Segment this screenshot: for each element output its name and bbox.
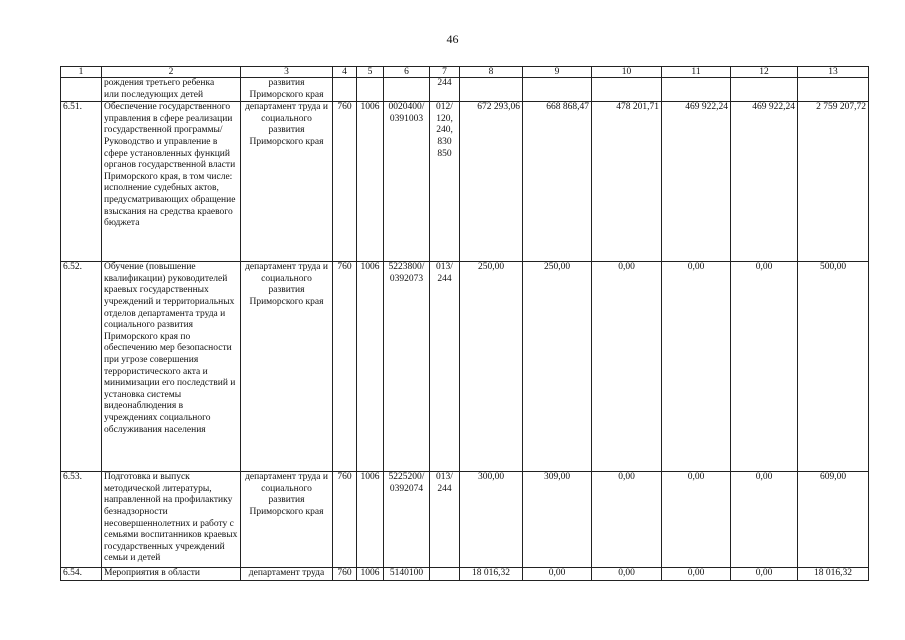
amount-col10: 0,00 bbox=[592, 472, 662, 568]
amount-col8: 300,00 bbox=[460, 472, 523, 568]
target-article: 5140100 bbox=[384, 568, 430, 581]
column-header: 2 bbox=[102, 67, 241, 78]
amount-total: 2 759 207,72 bbox=[798, 102, 869, 262]
amount-col11: 469 922,24 bbox=[662, 102, 731, 262]
page-number: 46 bbox=[446, 32, 459, 46]
column-header: 12 bbox=[731, 67, 798, 78]
ministry-code: 760 bbox=[333, 102, 357, 262]
column-header: 13 bbox=[798, 67, 869, 78]
section-code: 1006 bbox=[357, 102, 384, 262]
target-article: 5225200/ 0392074 bbox=[384, 472, 430, 568]
amount-col12: 469 922,24 bbox=[731, 102, 798, 262]
row-number: 6.52. bbox=[61, 262, 102, 472]
header-row bbox=[61, 67, 869, 78]
amount-col10: 478 201,71 bbox=[592, 102, 662, 262]
department: департамент труда и социального развития Приморского края bbox=[241, 102, 333, 262]
table-row bbox=[61, 472, 869, 568]
table-row bbox=[61, 262, 869, 472]
row-number: 6.53. bbox=[61, 472, 102, 568]
amount-col9: 0,00 bbox=[523, 568, 592, 581]
column-header: 1 bbox=[61, 67, 102, 78]
amount-col9: 668 868,47 bbox=[523, 102, 592, 262]
section-code: 1006 bbox=[357, 472, 384, 568]
expense-type: 244 bbox=[430, 78, 460, 102]
amount-col12: 0,00 bbox=[731, 262, 798, 472]
amount-col9: 309,00 bbox=[523, 472, 592, 568]
amount-col8: 672 293,06 bbox=[460, 102, 523, 262]
amount-total: 609,00 bbox=[798, 472, 869, 568]
column-header: 7 bbox=[430, 67, 460, 78]
column-header: 8 bbox=[460, 67, 523, 78]
amount-col10: 0,00 bbox=[592, 262, 662, 472]
ministry-code: 760 bbox=[333, 472, 357, 568]
amount-col8: 18 016,32 bbox=[460, 568, 523, 581]
table-row bbox=[61, 102, 869, 262]
department: департамент труда и социального развития Приморского края bbox=[241, 262, 333, 472]
measure-name: рождения третьего ребенка или последующих детей bbox=[102, 78, 241, 102]
table-row-carryover bbox=[61, 78, 869, 102]
department: департамент труда bbox=[241, 568, 333, 581]
amount-col9: 250,00 bbox=[523, 262, 592, 472]
column-header: 6 bbox=[384, 67, 430, 78]
amount-col12: 0,00 bbox=[731, 568, 798, 581]
target-article: 5223800/ 0392073 bbox=[384, 262, 430, 472]
expense-type: 013/ 244 bbox=[430, 262, 460, 472]
measure-name: Обучение (повышение квалификации) руководителей краевых государственных учреждений и территориальных отделов департамента труда и социального развития Приморского края по обеспечению мер безопасности при угрозе совершения террористического акта и минимизации его последствий и установка системы видеонаблюдения в учреждениях социального обслуживания населения bbox=[102, 262, 241, 472]
section-code: 1006 bbox=[357, 568, 384, 581]
column-header: 11 bbox=[662, 67, 731, 78]
ministry-code: 760 bbox=[333, 568, 357, 581]
amount-col11: 0,00 bbox=[662, 262, 731, 472]
department: развития Приморского края bbox=[241, 78, 333, 102]
ministry-code: 760 bbox=[333, 262, 357, 472]
row-number: 6.51. bbox=[61, 102, 102, 262]
amount-col12: 0,00 bbox=[731, 472, 798, 568]
amount-total: 500,00 bbox=[798, 262, 869, 472]
expense-type bbox=[430, 568, 460, 581]
amount-col10: 0,00 bbox=[592, 568, 662, 581]
table-row bbox=[61, 568, 869, 581]
amount-col11: 0,00 bbox=[662, 568, 731, 581]
target-article: 0020400/ 0391003 bbox=[384, 102, 430, 262]
column-header: 3 bbox=[241, 67, 333, 78]
budget-table bbox=[60, 66, 869, 581]
expense-type: 013/ 244 bbox=[430, 472, 460, 568]
measure-name: Подготовка и выпуск методической литературы, направленной на профилактику безнадзорности несовершеннолетних и работу с семьями воспитанников краевых государственных учреждений семьи и детей bbox=[102, 472, 241, 568]
department: департамент труда и социального развития Приморского края bbox=[241, 472, 333, 568]
column-header: 9 bbox=[523, 67, 592, 78]
column-header: 5 bbox=[357, 67, 384, 78]
section-code: 1006 bbox=[357, 262, 384, 472]
measure-name: Мероприятия в области bbox=[102, 568, 241, 581]
column-header: 10 bbox=[592, 67, 662, 78]
column-header: 4 bbox=[333, 67, 357, 78]
expense-type: 012/ 120, 240, 830 850 bbox=[430, 102, 460, 262]
amount-total: 18 016,32 bbox=[798, 568, 869, 581]
measure-name: Обеспечение государственного управления в сфере реализации государственной программы/ Руководство и управление в сфере установленных функций органов государственной власти Приморского края, в том числе: исполнение судебных актов, предусматривающих обращение взыскания на средства краевого бюджета bbox=[102, 102, 241, 262]
row-number: 6.54. bbox=[61, 568, 102, 581]
amount-col8: 250,00 bbox=[460, 262, 523, 472]
amount-col11: 0,00 bbox=[662, 472, 731, 568]
